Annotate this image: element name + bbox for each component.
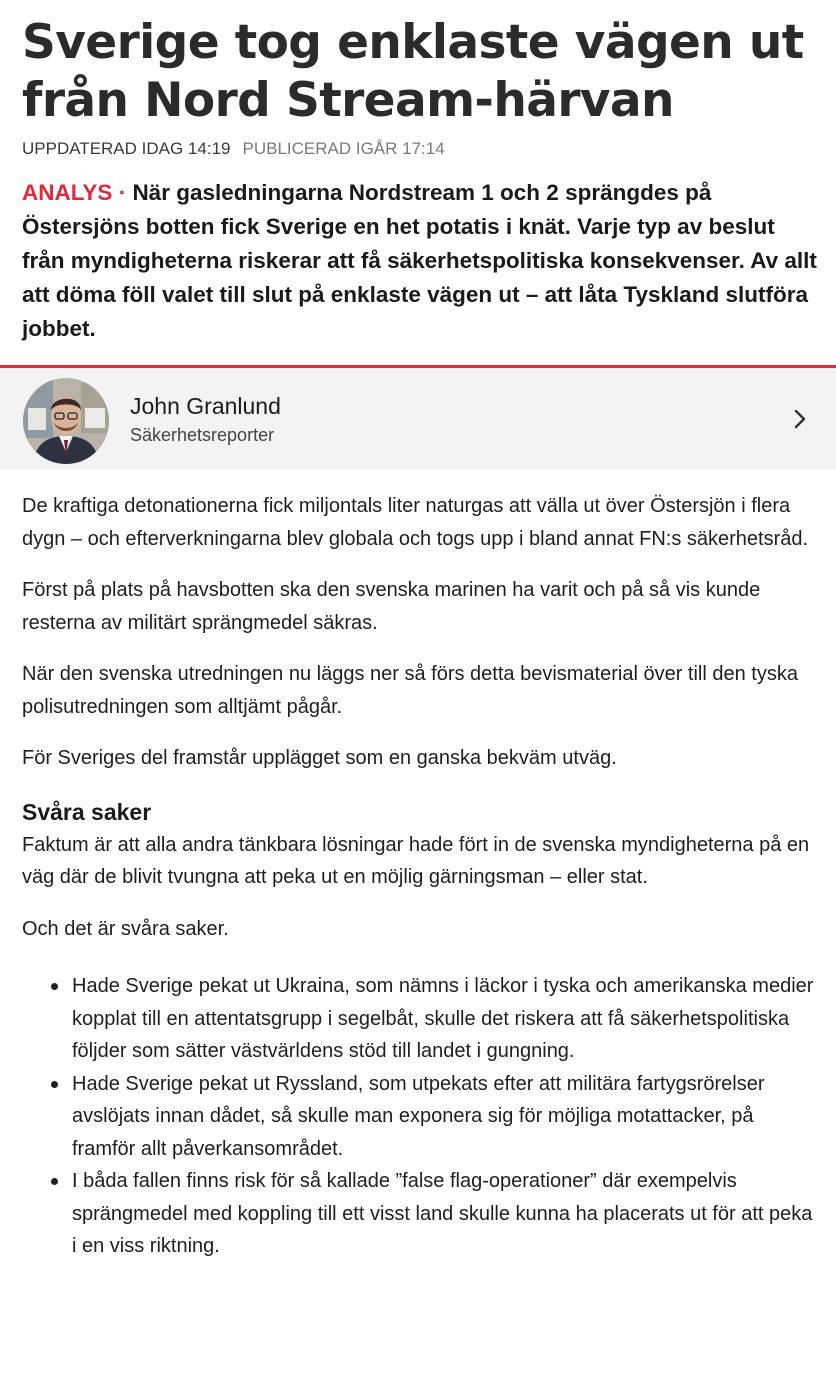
article-body bbox=[22, 490, 818, 1263]
bullet-item bbox=[22, 970, 818, 1068]
bullet-text: Hade Sverige pekat ut Ryssland, som utpekats efter att militära fartygsrörelser avslöjats innan dådet, så skulle man exponera sig för möjliga motattacker, på framför allt påverkansområdet. bbox=[72, 1072, 765, 1160]
author-role: Säkerhetsreporter bbox=[130, 425, 275, 445]
body-paragraph: Först på plats på havsbotten ska den svenska marinen ha varit och på så vis kunde resterna av militärt sprängmedel säkras. bbox=[22, 579, 761, 634]
bullet-item bbox=[22, 1165, 818, 1263]
lead-text: När gasledningarna Nordstream 1 och 2 sprängdes på Östersjöns botten fick Sverige en het potatis i knät. Varje typ av beslut från myndigheterna riskerar att få säkerhetspolitiska konsekvenser. Av allt att döma föll valet till slut på enklaste vägen ut – att låta Tyskland slutföra jobbet. bbox=[22, 180, 817, 341]
bullet-text: I båda fallen finns risk för så kallade ”false flag-operationer” där exempelvis sprängmedel med koppling till ett visst land skulle kunna ha placerats ut för att peka i en viss riktning. bbox=[72, 1170, 813, 1257]
author-photo bbox=[23, 378, 109, 464]
chevron-right-icon[interactable] bbox=[790, 406, 812, 432]
updated-timestamp: UPPDATERAD IDAG 14:19 bbox=[22, 139, 231, 158]
body-paragraph: Faktum är att alla andra tänkbara lösningar hade fört in de svenska myndigheterna på en väg där de blivit tvungna att peka ut en möjlig gärningsman – eller stat. bbox=[22, 833, 810, 888]
bullet-dot-icon bbox=[51, 983, 58, 990]
body-paragraph: För Sveriges del framstår upplägget som en ganska bekväm utväg. bbox=[22, 747, 617, 769]
bullet-list bbox=[22, 970, 818, 1263]
body-paragraph: När den svenska utredningen nu läggs ner så förs detta bevismaterial över till den tyska polisutredningen som alltjämt pågår. bbox=[22, 663, 798, 718]
author-avatar bbox=[23, 378, 109, 464]
author-byline[interactable] bbox=[0, 365, 836, 470]
analysis-tag: ANALYS · bbox=[22, 180, 133, 205]
section-subheading: Svåra saker bbox=[22, 798, 152, 825]
body-paragraph: Och det är svåra saker. bbox=[22, 917, 229, 940]
author-name[interactable]: John Granlund bbox=[130, 393, 281, 419]
article-lead bbox=[22, 176, 818, 346]
published-timestamp: PUBLICERAD IGÅR 17:14 bbox=[242, 139, 445, 158]
bullet-dot-icon bbox=[51, 1081, 58, 1088]
body-paragraph: De kraftiga detonationerna fick miljontals liter naturgas att välla ut över Östersjön i flera dygn – och efterverkningarna blev globala och togs upp i bland annat FN:s säkerhetsråd. bbox=[22, 495, 809, 550]
bullet-dot-icon bbox=[51, 1178, 58, 1185]
article-headline: Sverige tog enklaste vägen ut från Nord Stream-härvan bbox=[22, 15, 804, 128]
bullet-text: Hade Sverige pekat ut Ukraina, som nämns i läckor i tyska och amerikanska medier kopplat till en attentatsgrupp i segelbåt, skulle det riskera att få säkerhetspolitiska följder som sätter västvärldens stöd till landet i gungning. bbox=[72, 975, 814, 1062]
article-meta bbox=[22, 138, 445, 160]
bullet-item bbox=[22, 1068, 818, 1166]
